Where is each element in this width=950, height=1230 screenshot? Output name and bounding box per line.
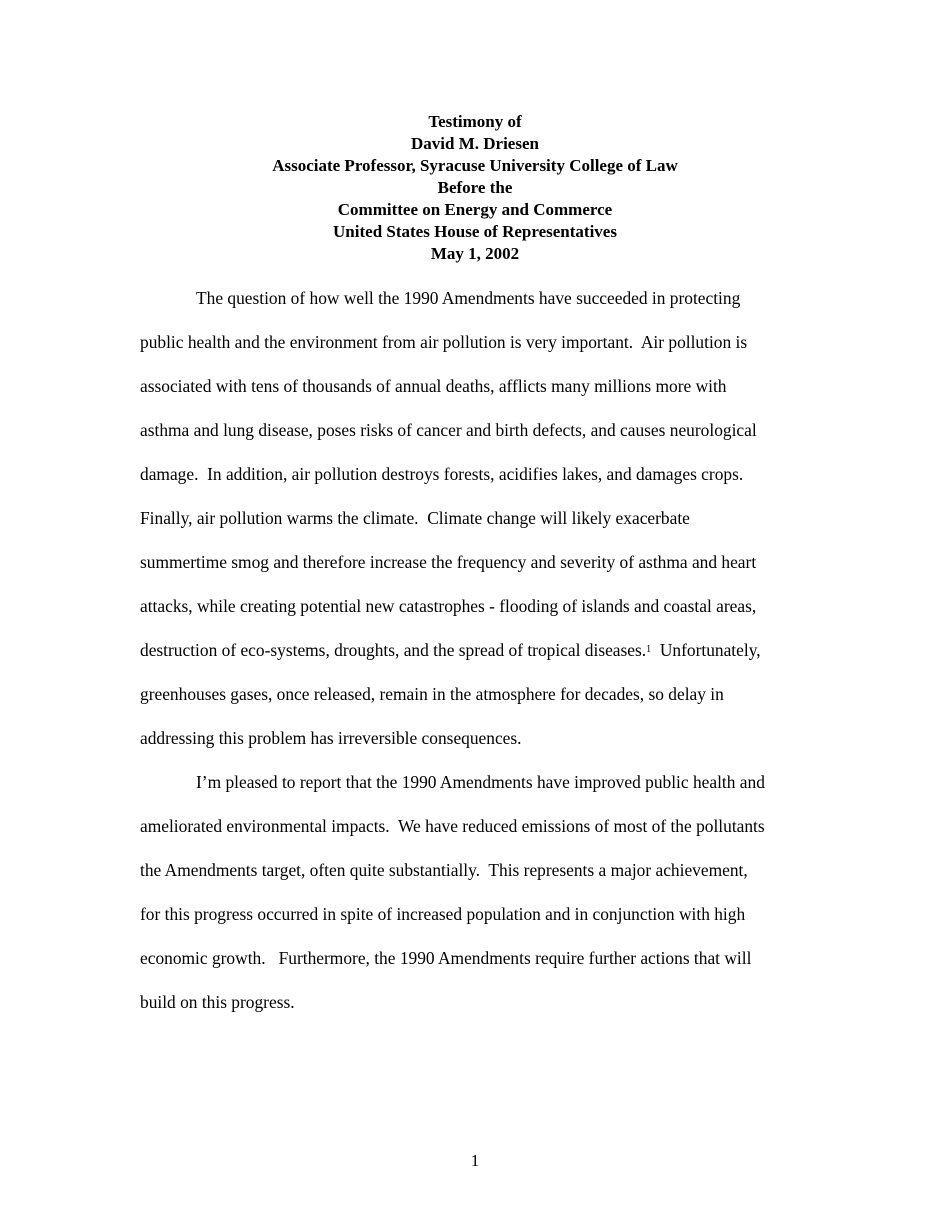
paragraph-2: [140, 760, 830, 1024]
testimony-body: [140, 276, 830, 1024]
heading-line: United States House of Representatives: [333, 222, 617, 241]
heading-line: Before the: [437, 178, 513, 197]
text-segment: Unfortunately,: [651, 640, 761, 660]
text-line: The question of how well the 1990 Amendments have succeeded in protecting: [196, 288, 741, 308]
text-line: summertime smog and therefore increase the frequency and severity of asthma and heart: [140, 552, 757, 572]
text-line: ameliorated environmental impacts. We have reduced emissions of most of the pollutants: [140, 816, 765, 836]
text-line: for this progress occurred in spite of increased population and in conjunction with high: [140, 904, 746, 924]
text-line: attacks, while creating potential new catastrophes - flooding of islands and coastal areas,: [140, 596, 757, 616]
footnote-reference[interactable]: 1: [646, 644, 652, 655]
text-line: asthma and lung disease, poses risks of cancer and birth defects, and causes neurological: [140, 420, 757, 440]
text-line: associated with tens of thousands of annual deaths, afflicts many millions more with: [140, 376, 727, 396]
heading-line: Committee on Energy and Commerce: [337, 200, 613, 219]
heading-line: Associate Professor, Syracuse University College of Law: [272, 156, 678, 175]
text-line-with-footnote: [140, 628, 830, 672]
text-line: build on this progress.: [140, 992, 295, 1012]
text-line: economic growth. Furthermore, the 1990 Amendments require further actions that will: [140, 948, 752, 968]
text-line: public health and the environment from air pollution is very important. Air pollution is: [140, 332, 748, 352]
text-line: the Amendments target, often quite substantially. This represents a major achievement,: [140, 860, 748, 880]
text-line: greenhouses gases, once released, remain in the atmosphere for decades, so delay in: [140, 684, 724, 704]
testimony-heading: [0, 111, 950, 265]
heading-line: May 1, 2002: [430, 244, 520, 263]
text-line: addressing this problem has irreversible consequences.: [140, 728, 522, 748]
heading-line: David M. Driesen: [411, 134, 539, 153]
text-line: damage. In addition, air pollution destroys forests, acidifies lakes, and damages crops.: [140, 464, 744, 484]
text-segment: destruction of eco-systems, droughts, and the spread of tropical diseases.: [140, 640, 647, 660]
paragraph-1: [140, 276, 830, 760]
heading-line: Testimony of: [428, 112, 522, 131]
text-line: I’m pleased to report that the 1990 Amendments have improved public health and: [196, 772, 765, 792]
text-line: Finally, air pollution warms the climate. Climate change will likely exacerbate: [140, 508, 690, 528]
page-number: 1: [470, 1151, 480, 1170]
